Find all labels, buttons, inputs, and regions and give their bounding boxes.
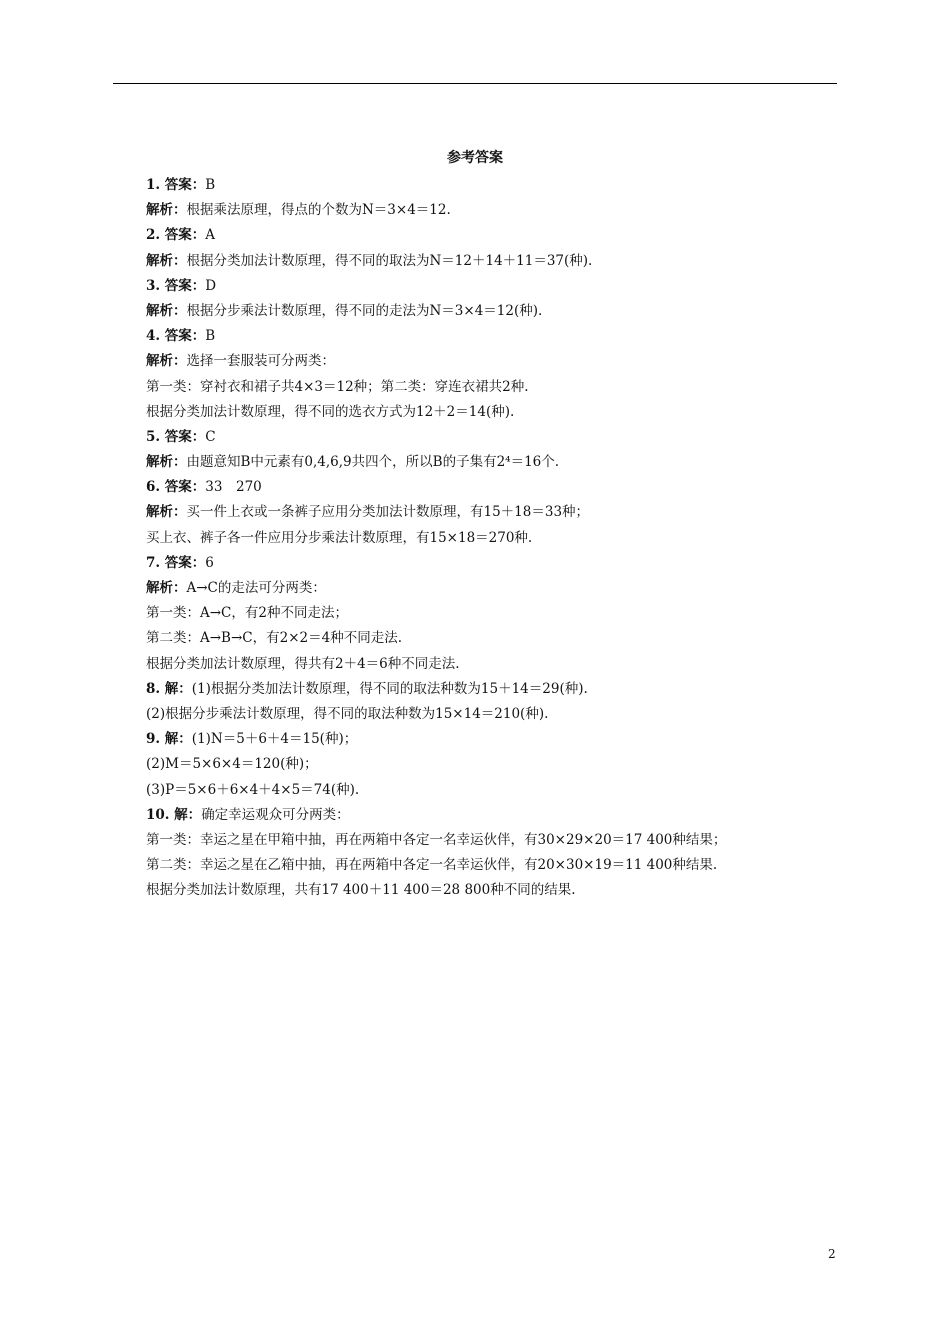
line-text: 选择一套服装可分两类： bbox=[186, 353, 335, 370]
header-rule bbox=[113, 83, 837, 84]
line-text: 根据分类加法计数原理，得不同的取法为N＝12＋14＋11＝37(种). bbox=[186, 252, 593, 269]
answer-line bbox=[146, 223, 846, 248]
answer-line bbox=[146, 400, 846, 425]
answer-line bbox=[146, 727, 846, 752]
answer-line bbox=[146, 828, 846, 853]
answer-content bbox=[146, 173, 846, 903]
answer-line bbox=[146, 475, 846, 500]
answer-line bbox=[146, 677, 846, 702]
line-label: 解析： bbox=[146, 302, 187, 319]
line-label: 3. 答案： bbox=[146, 277, 206, 294]
line-text: 第一类：幸运之星在甲箱中抽，再在两箱中各定一名幸运伙伴，有30×29×20＝17 400种结果； bbox=[146, 831, 727, 848]
page-number: 2 bbox=[828, 1247, 836, 1261]
answer-line bbox=[146, 324, 846, 349]
line-text: (3)P＝5×6＋6×4＋4×5＝74(种). bbox=[146, 781, 360, 798]
line-label: 解析： bbox=[146, 353, 187, 370]
line-label: 6. 答案： bbox=[146, 479, 206, 496]
line-text: D bbox=[205, 277, 217, 294]
line-text: 确定幸运观众可分两类： bbox=[201, 806, 350, 823]
line-label: 解析： bbox=[146, 202, 187, 219]
line-label: 解析： bbox=[146, 504, 187, 521]
line-text: 33 270 bbox=[205, 479, 262, 496]
line-text: (2)根据分步乘法计数原理，得不同的取法种数为15×14＝210(种). bbox=[146, 705, 549, 722]
line-text: B bbox=[205, 328, 216, 345]
answer-line bbox=[146, 778, 846, 803]
line-label: 4. 答案： bbox=[146, 328, 206, 345]
line-text: C bbox=[205, 428, 216, 445]
answer-line bbox=[146, 601, 846, 626]
line-label: 10. 解： bbox=[146, 806, 202, 823]
answer-line bbox=[146, 274, 846, 299]
answer-line bbox=[146, 349, 846, 374]
line-label: 解析： bbox=[146, 252, 187, 269]
answer-line bbox=[146, 652, 846, 677]
line-text: B bbox=[205, 177, 216, 193]
page-title: 参考答案 bbox=[447, 150, 503, 166]
line-text: 根据分步乘法计数原理，得不同的走法为N＝3×4＝12(种). bbox=[186, 302, 543, 319]
answer-line bbox=[146, 576, 846, 601]
line-text: (1)N＝5＋6＋4＝15(种)； bbox=[191, 731, 358, 748]
line-label: 2. 答案： bbox=[146, 227, 206, 244]
line-text: 根据分类加法计数原理，得不同的选衣方式为12＋2＝14(种). bbox=[146, 403, 515, 420]
answer-line bbox=[146, 526, 846, 551]
line-text: 第一类：穿衬衣和裙子共4×3＝12种；第二类：穿连衣裙共2种. bbox=[146, 378, 529, 395]
answer-line bbox=[146, 853, 846, 878]
line-label: 解析： bbox=[146, 454, 187, 471]
line-label: 7. 答案： bbox=[146, 554, 206, 571]
answer-line bbox=[146, 375, 846, 400]
line-label: 9. 解： bbox=[146, 731, 192, 748]
line-text: 根据分类加法计数原理，共有17 400＋11 400＝28 800种不同的结果. bbox=[146, 882, 576, 899]
line-text: A→C的走法可分两类： bbox=[186, 580, 326, 596]
line-text: (1)根据分类加法计数原理，得不同的取法种数为15＋14＝29(种). bbox=[191, 680, 588, 697]
line-text: 第二类：幸运之星在乙箱中抽，再在两箱中各定一名幸运伙伴，有20×30×19＝11 400种结果. bbox=[146, 857, 718, 874]
answer-line bbox=[146, 803, 846, 828]
answer-line bbox=[146, 878, 846, 903]
line-label: 5. 答案： bbox=[146, 428, 206, 445]
line-text: 根据分类加法计数原理，得共有2＋4＝6种不同走法. bbox=[146, 655, 460, 672]
answer-line bbox=[146, 551, 846, 576]
line-text: 由题意知B中元素有0,4,6,9共四个，所以B的子集有2⁴＝16个. bbox=[186, 454, 560, 471]
line-text: (2)M＝5×6×4＝120(种)； bbox=[146, 756, 318, 773]
answer-line bbox=[146, 249, 846, 274]
line-text: 买上衣、裤子各一件应用分步乘法计数原理，有15×18＝270种. bbox=[146, 529, 533, 546]
answer-line bbox=[146, 299, 846, 324]
answer-line bbox=[146, 500, 846, 525]
line-label: 8. 解： bbox=[146, 680, 192, 697]
line-text: 买一件上衣或一条裤子应用分类加法计数原理，有15＋18＝33种； bbox=[186, 504, 590, 521]
line-text: 6 bbox=[205, 554, 214, 571]
answer-line bbox=[146, 626, 846, 651]
line-label: 解析： bbox=[146, 580, 187, 596]
answer-line bbox=[146, 702, 846, 727]
line-text: 第一类：A→C，有2种不同走法； bbox=[146, 605, 348, 622]
answer-line bbox=[146, 450, 846, 475]
answer-line bbox=[146, 752, 846, 777]
line-text: A bbox=[205, 227, 216, 244]
line-label: 1. 答案： bbox=[146, 177, 206, 193]
answer-line bbox=[146, 425, 846, 450]
answer-line bbox=[146, 198, 846, 223]
line-text: 第二类：A→B→C，有2×2＝4种不同走法. bbox=[146, 630, 402, 647]
line-text: 根据乘法原理，得点的个数为N＝3×4＝12. bbox=[186, 202, 451, 219]
answer-line bbox=[146, 173, 846, 198]
